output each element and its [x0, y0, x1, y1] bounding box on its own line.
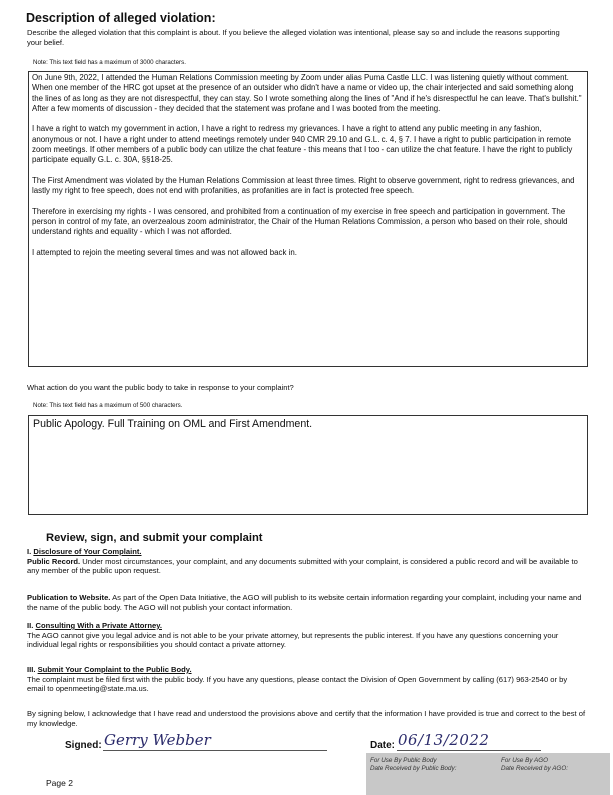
signature-field[interactable]: Gerry Webber: [104, 731, 211, 749]
ago-use: For Use By AGO Date Received by AGO:: [501, 757, 568, 772]
date-line: [397, 750, 541, 751]
section-submit: [27, 665, 587, 694]
violation-title: Description of alleged violation:: [26, 11, 216, 25]
violation-paragraph: Therefore in exercising my rights - I was censored, and prohibited from a continuation of my exercise in free speech and participation in government. The person in control of my fate, an overzealous zoom administrator, the Chair of the Human Relations Commission, a person who based on their role, should understand rights and equality - which I was not afforded.: [32, 206, 568, 237]
publication-to-website-text: Publication to Website. As part of the Open Data Initiative, the AGO will publish to its website certain information regarding your complaint, including your name and the name of the public body. The AGO will not publish your contact information.: [27, 593, 582, 612]
date-field[interactable]: 06/13/2022: [398, 731, 490, 749]
action-requested-field[interactable]: [28, 415, 588, 515]
signature-line: [103, 750, 327, 751]
date-label: Date:: [370, 740, 396, 751]
public-body-use: For Use By Public Body Date Received by Public Body:: [370, 757, 457, 772]
section-submit-heading: III. Submit Your Complaint to the Public Body.: [27, 665, 192, 674]
violation-instructions: Describe the alleged violation that this complaint is about. If you believe the alleged violation was intentional, please say so and include the reasons supporting your belief.: [27, 28, 560, 48]
public-record-text: Public Record. Under most circumstances, your complaint, and any documents submitted with your complaint, is considered a public record and will be available to any member of the public upon request.: [27, 556, 578, 576]
action-requested-value: Public Apology. Full Training on OML and First Amendment.: [33, 418, 313, 430]
violation-paragraph: The First Amendment was violated by the Human Relations Commission at least three times. Right to observe government, right to redress grievances, and lastly my right to free speech, does not end with profanities, as profanities are in fact is protected free speech.: [32, 175, 575, 196]
violation-description-field[interactable]: [28, 71, 588, 367]
action-question: What action do you want the public body to take in response to your complaint?: [27, 383, 294, 392]
violation-paragraph: On June 9th, 2022, I attended the Human Relations Commission meeting by Zoom under alias Puma Castle LLC. I was listening quietly without comment. When one member of the HRC got upset at the presence of an outsider who didn't have a name or video up, the chair interjected and said something along the lines of as long as they are not disrespectful, they can stay. So I wrote something along the lines of "And if he's disrespectful he can leave. That's bullshit." After a few moments of discussion - they decided that the statement was profane and I was booted from the meeting.: [32, 73, 582, 113]
section-attorney: [27, 621, 587, 650]
violation-char-limit-note: Note: This text field has a maximum of 3000 characters.: [33, 59, 186, 66]
page-number: Page 2: [46, 778, 73, 788]
violation-paragraph: I attempted to rejoin the meeting several times and was not allowed back in.: [32, 248, 297, 258]
submit-text: The complaint must be filed first with the public body. If you have any questions, please contact the Division of Open Government by calling (617) 963-2540 or by email to openmeeting@state.ma.us.: [27, 674, 568, 694]
office-use-box: [366, 753, 610, 795]
section-attorney-heading: II. Consulting With a Private Attorney.: [27, 621, 162, 630]
violation-paragraph: I have a right to watch my government in action, I have a right to redress my grievances. I have a right to attend any public meeting in any fashion, anonymous or not. I have a right under to attend meetings remotely under 940 CMR 29.10 and G.L. c. 4, § 7. I have a right to public participation in remote zoom meetings. If other members of a public body can utilize the chat feature - this means that I too - can utilize the chat feature. I have the right to publicly participate equally G.L. c. 30A, §§18-25.: [32, 124, 573, 165]
section-disclosure: [27, 547, 587, 576]
certification-text: By signing below, I acknowledge that I have read and understood the provisions above and certify that the information I have provided is true and correct to the best of my knowledge.: [27, 709, 586, 728]
section-disclosure-heading: I. Disclosure of Your Complaint.: [27, 547, 142, 556]
review-title: Review, sign, and submit your complaint: [46, 532, 263, 544]
action-char-limit-note: Note: This text field has a maximum of 500 characters.: [33, 402, 183, 409]
attorney-text: The AGO cannot give you legal advice and is not able to be your private attorney, but represents the public interest. If you have any questions concerning your individual legal rights or responsibilities you should contact a private attorney.: [27, 630, 559, 650]
signed-label: Signed:: [65, 740, 102, 751]
